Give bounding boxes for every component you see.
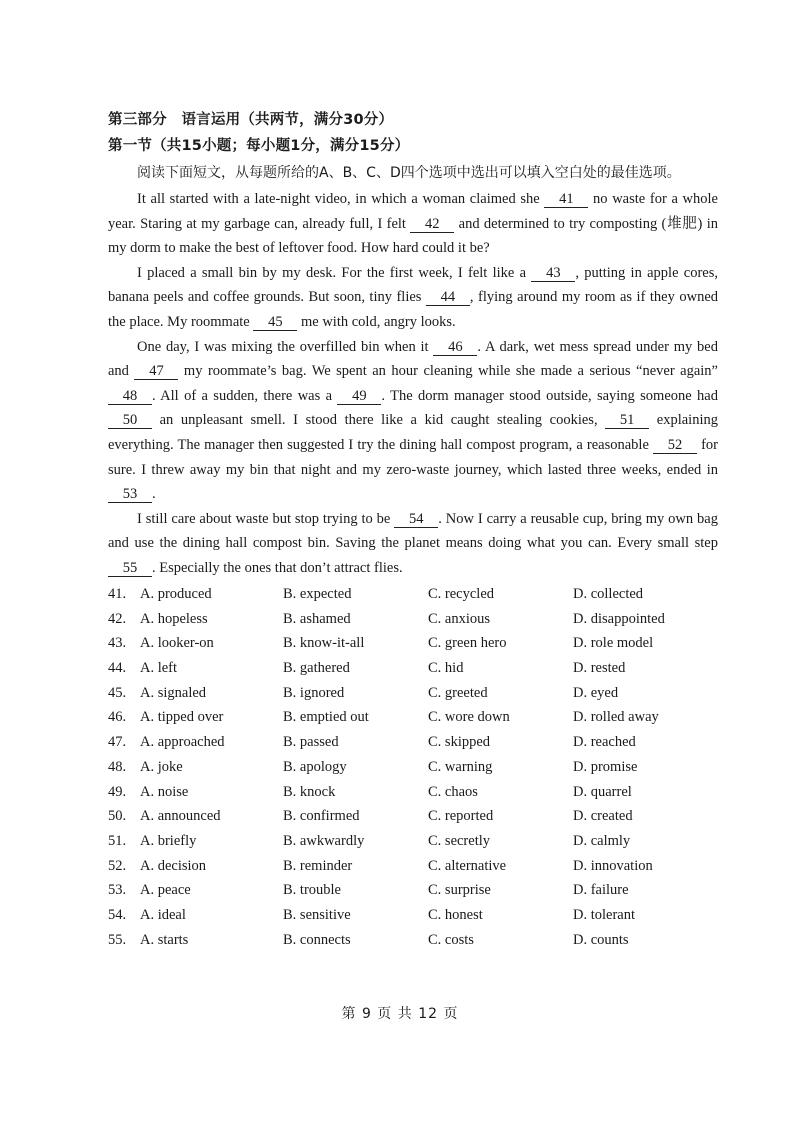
option-b[interactable]: B. ignored	[283, 684, 345, 701]
question-row	[108, 907, 728, 932]
option-a[interactable]: A. hopeless	[140, 610, 208, 627]
option-d[interactable]: D. reached	[573, 734, 636, 751]
option-c[interactable]: C. green hero	[428, 635, 507, 652]
option-a[interactable]: A. peace	[140, 882, 191, 899]
option-d[interactable]: D. quarrel	[573, 783, 632, 800]
option-d[interactable]: D. role model	[573, 635, 654, 652]
passage-text: for sure. I threw away my bin that night and my zero-waste journey, which lasted three weeks, ended in	[108, 436, 718, 478]
option-c[interactable]: C. alternative	[428, 857, 507, 874]
option-a[interactable]: A. joke	[140, 758, 183, 775]
option-c[interactable]: C. costs	[428, 931, 474, 948]
question-number: 48.	[108, 758, 127, 775]
option-b[interactable]: B. awkwardly	[283, 832, 365, 849]
option-b[interactable]: B. emptied out	[283, 709, 369, 726]
option-d[interactable]: D. created	[573, 808, 633, 825]
blank-45: 45	[253, 315, 297, 331]
question-number: 42.	[108, 610, 127, 627]
option-c[interactable]: C. anxious	[428, 610, 491, 627]
passage-text: explaining everything. The manager then suggested I try the dining hall compost program, a reasonable	[108, 412, 718, 453]
option-c[interactable]: C. secretly	[428, 832, 491, 849]
blank-50: 50	[108, 413, 152, 429]
blank-55: 55	[108, 561, 152, 577]
blank-46: 46	[433, 340, 477, 356]
blank-51: 51	[605, 413, 649, 429]
question-number: 50.	[108, 808, 127, 825]
question-row	[108, 635, 728, 660]
option-a[interactable]: A. decision	[140, 857, 207, 874]
option-a[interactable]: A. ideal	[140, 906, 186, 923]
option-c[interactable]: C. chaos	[428, 783, 478, 800]
question-row	[108, 833, 728, 858]
option-c[interactable]: C. surprise	[428, 882, 491, 899]
question-row	[108, 808, 728, 833]
question-number: 45.	[108, 684, 127, 701]
question-row	[108, 759, 728, 784]
question-number: 54.	[108, 906, 127, 923]
question-number: 49.	[108, 783, 127, 800]
option-c[interactable]: C. recycled	[428, 586, 495, 602]
passage	[108, 187, 718, 581]
option-a[interactable]: A. looker-on	[140, 635, 214, 652]
blank-41: 41	[544, 192, 588, 208]
option-b[interactable]: B. expected	[283, 586, 352, 602]
passage-text: . The dorm manager stood outside, saying someone had	[381, 387, 718, 404]
option-a[interactable]: A. left	[140, 660, 178, 677]
option-d[interactable]: D. eyed	[573, 684, 619, 701]
paragraph-1	[108, 187, 718, 261]
option-d[interactable]: D. tolerant	[573, 906, 636, 923]
paragraph-3	[108, 335, 718, 507]
passage-text: . Now I carry a reusable cup, bring my own bag and use the dining hall compost bin. Saving the planet means doing what you can. Every small step	[108, 510, 718, 552]
passage-text: . All of a sudden, there was a	[152, 387, 338, 404]
option-c[interactable]: C. warning	[428, 758, 493, 775]
question-row	[108, 709, 728, 734]
paragraph-2	[108, 261, 718, 335]
blank-52: 52	[653, 438, 697, 454]
question-row	[108, 858, 728, 883]
option-c[interactable]: C. skipped	[428, 734, 491, 751]
option-b[interactable]: B. knock	[283, 783, 336, 800]
passage-text: .	[152, 486, 156, 503]
question-row	[108, 932, 728, 957]
option-b[interactable]: B. ashamed	[283, 610, 351, 627]
section-title: 第一节（共15小题；每小题1分，满分15分）	[108, 138, 410, 154]
passage-text: I placed a small bin by my desk. For the first week, I felt like a	[137, 264, 532, 281]
blank-44: 44	[426, 290, 470, 306]
option-d[interactable]: D. promise	[573, 758, 638, 775]
paragraph-4	[108, 507, 718, 581]
option-d[interactable]: D. disappointed	[573, 610, 665, 627]
page-number: 第 9 页 共 12 页	[341, 1006, 459, 1022]
blank-47: 47	[134, 364, 178, 380]
passage-text: my roommate’s bag. We spent an hour cleaning while she made a serious “never again”	[178, 363, 718, 380]
part-title: 第三部分 语言运用（共两节，满分30分）	[108, 112, 394, 128]
option-a[interactable]: A. produced	[140, 586, 212, 602]
question-number: 53.	[108, 882, 127, 899]
passage-text: an unpleasant smell. I stood there like a kid caught stealing cookies,	[152, 412, 606, 429]
question-number: 41.	[108, 586, 127, 602]
option-a[interactable]: A. briefly	[140, 832, 197, 849]
option-d[interactable]: D. calmly	[573, 832, 631, 849]
option-a[interactable]: A. signaled	[140, 684, 207, 701]
option-a[interactable]: A. tipped over	[140, 709, 224, 726]
passage-text: . Especially the ones that don’t attract flies.	[152, 559, 403, 576]
blank-49: 49	[337, 389, 381, 405]
option-d[interactable]: D. innovation	[573, 857, 653, 874]
passage-text: , putting in apple cores, banana peels and coffee grounds. But soon, tiny flies	[108, 264, 718, 306]
passage-text: me with cold, angry looks.	[297, 313, 456, 330]
option-b[interactable]: B. confirmed	[283, 808, 360, 825]
option-b[interactable]: B. apology	[283, 758, 347, 775]
passage-text: no waste for a whole year. Staring at my garbage can, already full, I felt	[108, 191, 718, 232]
question-row	[108, 685, 728, 710]
question-number: 43.	[108, 635, 127, 652]
question-row	[108, 611, 728, 636]
option-b[interactable]: B. reminder	[283, 857, 353, 874]
question-row	[108, 882, 728, 907]
options-list	[108, 586, 728, 956]
option-c[interactable]: C. honest	[428, 906, 483, 923]
question-number: 52.	[108, 857, 127, 874]
option-b[interactable]: B. gathered	[283, 660, 350, 677]
option-c[interactable]: C. greeted	[428, 684, 488, 701]
blank-43: 43	[531, 266, 575, 282]
question-number: 51.	[108, 832, 127, 849]
option-a[interactable]: A. announced	[140, 808, 221, 825]
blank-53: 53	[108, 487, 152, 503]
passage-text: . A dark, wet mess spread under my bed and	[108, 338, 718, 380]
passage-text: One day, I was mixing the overfilled bin when it	[137, 338, 434, 355]
option-d[interactable]: D. failure	[573, 882, 629, 899]
passage-text: and determined to try composting (堆肥) in my dorm to make the best of leftover food. How hard could it be?	[108, 215, 718, 257]
option-d[interactable]: D. counts	[573, 931, 629, 948]
blank-42: 42	[410, 217, 454, 233]
option-c[interactable]: C. reported	[428, 808, 494, 825]
question-row	[108, 586, 728, 611]
option-d[interactable]: D. rested	[573, 660, 626, 677]
passage-text: , flying around my room as if they owned the place. My roommate	[108, 289, 719, 330]
option-d[interactable]: D. rolled away	[573, 709, 659, 726]
passage-text: It all started with a late-night video, in which a woman claimed she	[137, 191, 545, 207]
question-number: 46.	[108, 709, 127, 726]
option-a[interactable]: A. noise	[140, 783, 189, 800]
option-a[interactable]: A. starts	[140, 931, 189, 948]
option-b[interactable]: B. connects	[283, 931, 351, 948]
option-b[interactable]: B. know-it-all	[283, 635, 365, 652]
question-number: 47.	[108, 734, 127, 751]
option-c[interactable]: C. hid	[428, 660, 464, 677]
question-number: 44.	[108, 660, 127, 677]
blank-54: 54	[394, 512, 438, 528]
option-c[interactable]: C. wore down	[428, 709, 510, 726]
option-b[interactable]: B. passed	[283, 734, 339, 751]
blank-48: 48	[108, 389, 152, 405]
question-row	[108, 784, 728, 809]
instructions: 阅读下面短文，从每题所给的A、B、C、D四个选项中选出可以填入空白处的最佳选项。	[137, 165, 681, 181]
question-row	[108, 734, 728, 759]
passage-text: I still care about waste but stop trying to be	[137, 510, 395, 527]
question-row	[108, 660, 728, 685]
option-b[interactable]: B. trouble	[283, 882, 341, 899]
option-a[interactable]: A. approached	[140, 734, 225, 751]
option-d[interactable]: D. collected	[573, 586, 644, 602]
question-number: 55.	[108, 931, 127, 948]
option-b[interactable]: B. sensitive	[283, 906, 351, 923]
